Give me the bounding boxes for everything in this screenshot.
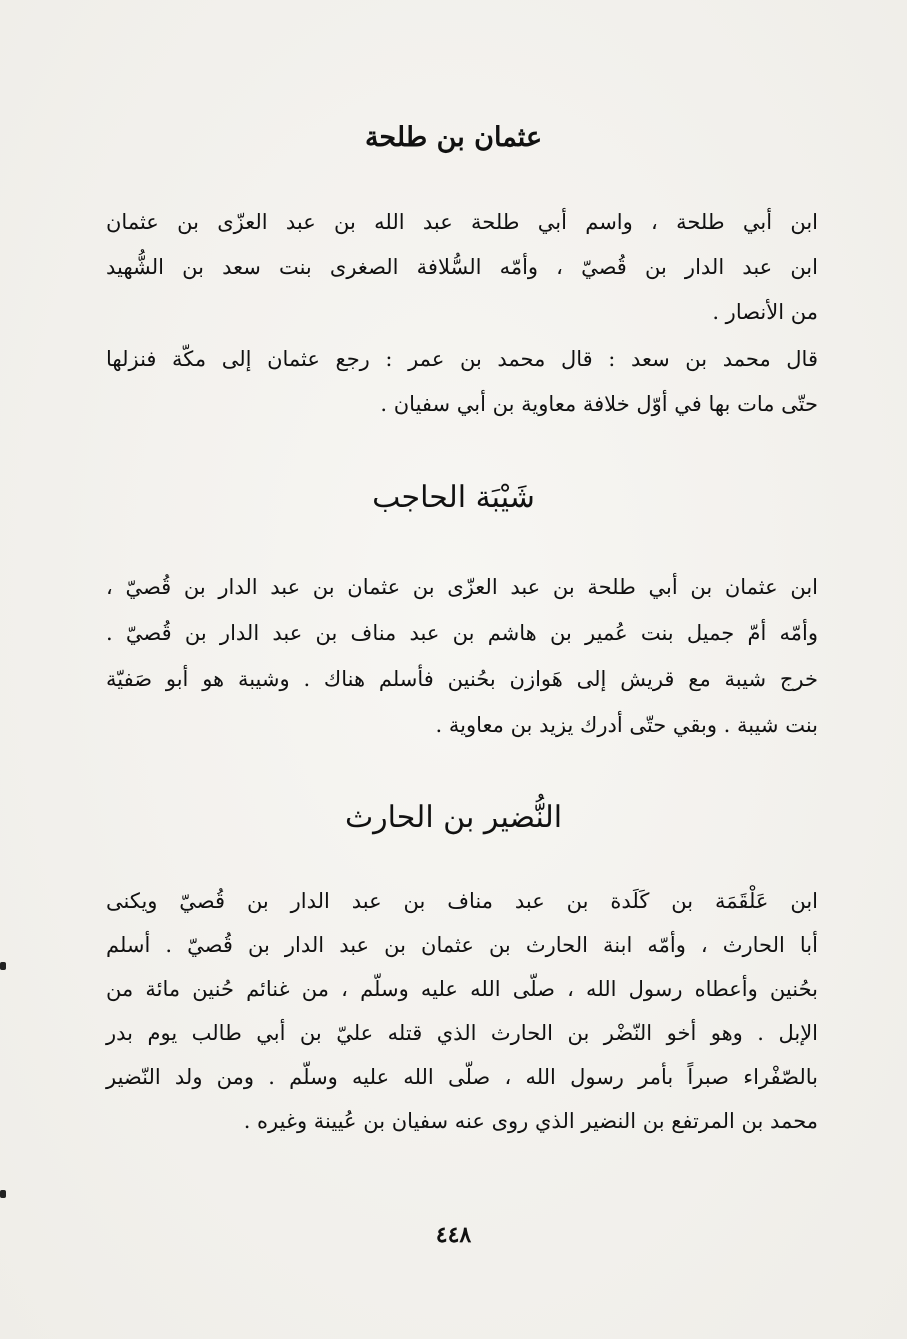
section-title-uthman-ibn-talha: عثمان بن طلحة bbox=[364, 122, 543, 153]
text-line: أبا الحارث ، وأمّه ابنة الحارث بن عثمان بن عبد الدار بن قُصيّ . أسلم bbox=[106, 933, 818, 957]
text-line: ابن عثمان بن أبي طلحة بن عبد العزّى بن عثمان بن عبد الدار بن قُصيّ ، bbox=[106, 575, 818, 599]
text-line: حتّى مات بها في أوّل خلافة معاوية بن أبي سفيان . bbox=[380, 392, 818, 416]
text-line: بنت شيبة . وبقي حتّى أدرك يزيد بن معاوية . bbox=[435, 713, 818, 737]
text-line: من الأنصار . bbox=[712, 300, 818, 324]
paragraph-shayba bbox=[106, 564, 818, 748]
scan-edge-mark bbox=[0, 1190, 6, 1198]
text-line: بالصّفْراء صبراً بأمر رسول الله ، صلّى الله عليه وسلّم . ومن ولد النّضير bbox=[106, 1065, 818, 1089]
text-line: وأمّه أمّ جميل بنت عُمير بن هاشم بن عبد مناف بن عبد الدار بن قُصيّ . bbox=[106, 621, 818, 645]
section-title-al-nudayr-ibn-al-harith: النُّضير بن الحارث bbox=[344, 800, 563, 835]
text-line: ابن عَلْقَمَة بن كَلَدة بن عبد مناف بن عبد الدار بن قُصيّ ويكنى bbox=[106, 889, 818, 913]
text-line: خرج شيبة مع قريش إلى هَوازن بحُنين فأسلم هناك . وشيبة هو أبو صَفيّة bbox=[106, 667, 818, 691]
text-line: ابن أبي طلحة ، واسم أبي طلحة عبد الله بن عبد العزّى بن عثمان bbox=[106, 210, 818, 234]
text-line: محمد بن المرتفع بن النضير الذي روى عنه سفيان بن عُيينة وغيره . bbox=[243, 1109, 818, 1133]
scan-edge-mark bbox=[0, 962, 6, 970]
text-line: ابن عبد الدار بن قُصيّ ، وأمّه السُّلافة الصغرى بنت سعد بن الشُّهيد bbox=[106, 255, 818, 279]
paragraph-uthman-death bbox=[106, 337, 818, 427]
text-line: الإبل . وهو أخو النّضْر بن الحارث الذي قتله عليّ بن أبي طالب يوم بدر bbox=[106, 1021, 818, 1045]
text-line: بحُنين وأعطاه رسول الله ، صلّى الله عليه وسلّم ، من غنائم حُنين مائة من bbox=[106, 977, 818, 1001]
section-title-shayba-al-hajib: شَيْبَة الحاجب bbox=[372, 480, 535, 515]
paragraph-uthman-lineage bbox=[106, 200, 818, 335]
text-line: قال محمد بن سعد : قال محمد بن عمر : رجع عثمان إلى مكّة فنزلها bbox=[106, 347, 818, 371]
page-number: ٤٤٨ bbox=[435, 1222, 472, 1248]
paragraph-al-nudayr bbox=[106, 879, 818, 1143]
